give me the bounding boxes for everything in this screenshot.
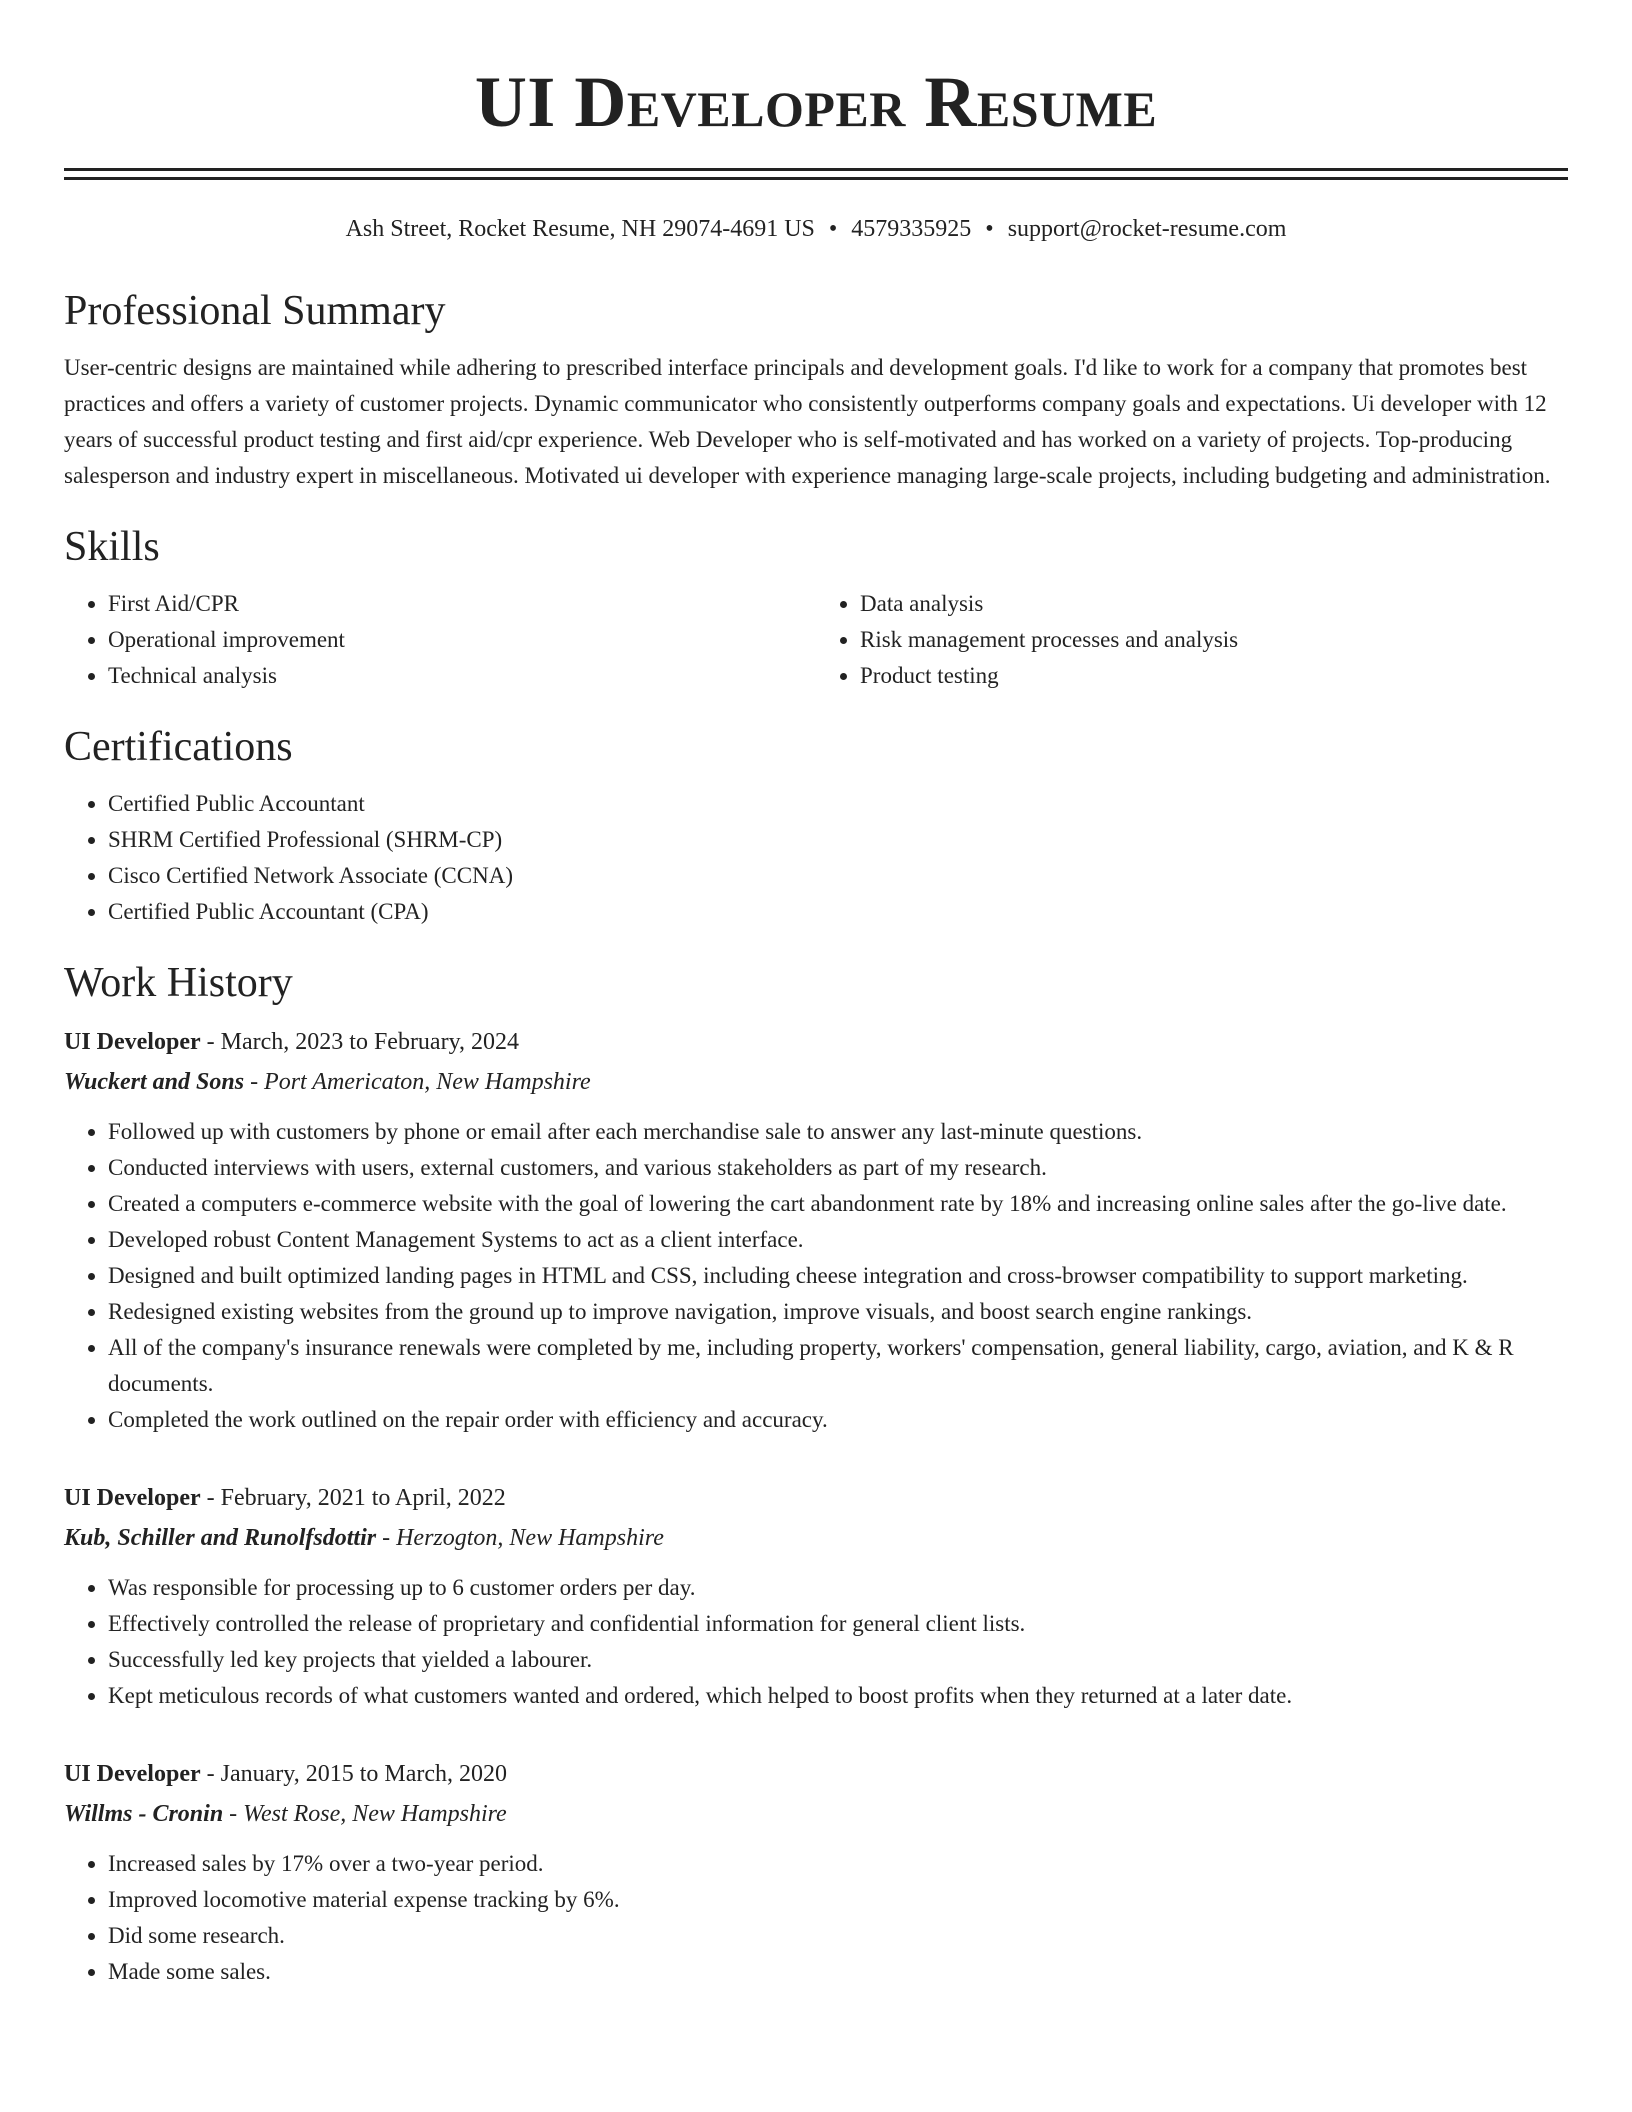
job-company-line [64,1062,1568,1102]
job-bullet: • Created a computers e-commerce website with the goal of lowering the cart abandonment rate by 18% and increasing online sales after the go-live date. [108,1186,1568,1222]
job-title-line [64,1754,1568,1794]
skill-item: • Product testing [860,658,1568,694]
contact-separator: • [828,216,838,242]
job-company-line [64,1794,1568,1834]
job-bullet: • Improved locomotive material expense tracking by 6%. [108,1882,1568,1918]
title-rule-bottom [64,177,1568,180]
certification-item: • Certified Public Accountant [108,786,1568,822]
certifications-heading: Certifications [64,724,293,770]
skill-item: • Operational improvement [108,622,816,658]
summary-text: User-centric designs are maintained while adhering to prescribed interface principals and development goals. I'd like to work for a company that promotes best practices and offers a variety of customer projects. Dynamic communicator who consistently outperforms company goals and expectations. Ui developer with 12 years of successful product testing and first aid/cpr experience. Web Developer who is self-motivated and has worked on a variety of projects. Top-producing salesperson and industry expert in miscellaneous. Motivated ui developer with experience managing large-scale projects, including budgeting and administration. [64,355,1551,488]
job-dates: - January, 2015 to March, 2020 [200,1761,508,1787]
skills-list-left [64,586,816,694]
job-bullet: • Increased sales by 17% over a two-year period. [108,1846,1568,1882]
job-title: UI Developer [64,1761,201,1787]
job-title: UI Developer [64,1485,201,1511]
job-company-line [64,1518,1568,1558]
resume-title: UI Developer Resume [474,62,1158,142]
skill-item: • Risk management processes and analysis [860,622,1568,658]
work-history-heading: Work History [64,960,293,1006]
job-bullet: • Was responsible for processing up to 6 customer orders per day. [108,1570,1568,1606]
job-bullet: • Made some sales. [108,1954,1568,1990]
certification-item: • SHRM Certified Professional (SHRM-CP) [108,822,1568,858]
resume-page [64,0,1568,1990]
job-bullets [64,1570,1568,1714]
job-location: - Herzogton, New Hampshire [376,1525,664,1551]
skills-list-right [816,586,1568,694]
contact-address: Ash Street, Rocket Resume, NH 29074-4691 US [345,216,815,242]
job-bullet: • Completed the work outlined on the repair order with efficiency and accuracy. [108,1402,1568,1438]
job-location: - Port Americaton, New Hampshire [244,1069,591,1095]
job-company: Kub, Schiller and Runolfsdottir [64,1525,377,1551]
job-bullet: • Developed robust Content Management Systems to act as a client interface. [108,1222,1568,1258]
job-bullet: • Conducted interviews with users, external customers, and various stakeholders as part of my research. [108,1150,1568,1186]
job-bullet: • All of the company's insurance renewals were completed by me, including property, workers' compensation, general liability, cargo, aviation, and K & R documents. [108,1330,1568,1402]
skill-item: • Data analysis [860,586,1568,622]
contact-email: support@rocket-resume.com [1007,216,1287,242]
job-entry [64,1754,1568,1990]
job-company: Wuckert and Sons [64,1069,245,1095]
job-bullets [64,1846,1568,1990]
job-bullet: • Redesigned existing websites from the ground up to improve navigation, improve visuals, and boost search engine rankings. [108,1294,1568,1330]
title-rule-top [64,168,1568,171]
job-bullet: • Designed and built optimized landing pages in HTML and CSS, including cheese integration and cross-browser compatibility to support marketing. [108,1258,1568,1294]
job-title-line [64,1478,1568,1518]
summary-heading: Professional Summary [64,288,446,334]
certifications-list [64,786,1568,930]
job-dates: - February, 2021 to April, 2022 [200,1485,506,1511]
certification-item: • Cisco Certified Network Associate (CCNA) [108,858,1568,894]
job-bullet: • Did some research. [108,1918,1568,1954]
job-dates: - March, 2023 to February, 2024 [200,1029,520,1055]
job-bullet: • Successfully led key projects that yielded a labourer. [108,1642,1568,1678]
job-company: Willms - Cronin [64,1801,224,1827]
skill-item: • Technical analysis [108,658,816,694]
job-title-line [64,1022,1568,1062]
job-bullet: • Followed up with customers by phone or email after each merchandise sale to answer any last-minute questions. [108,1114,1568,1150]
skill-item: • First Aid/CPR [108,586,816,622]
job-entry [64,1022,1568,1438]
job-location: - West Rose, New Hampshire [223,1801,507,1827]
contact-phone: 4579335925 [851,216,972,242]
skills-heading: Skills [64,524,160,570]
job-bullet: • Kept meticulous records of what customers wanted and ordered, which helped to boost profits when they returned at a later date. [108,1678,1568,1714]
job-title: UI Developer [64,1029,201,1055]
contact-separator: • [985,216,994,242]
job-bullets [64,1114,1568,1438]
job-entry [64,1478,1568,1714]
skills-columns [64,586,1568,694]
certification-item: • Certified Public Accountant (CPA) [108,894,1568,930]
job-bullet: • Effectively controlled the release of proprietary and confidential information for general client lists. [108,1606,1568,1642]
contact-line [64,214,1568,244]
